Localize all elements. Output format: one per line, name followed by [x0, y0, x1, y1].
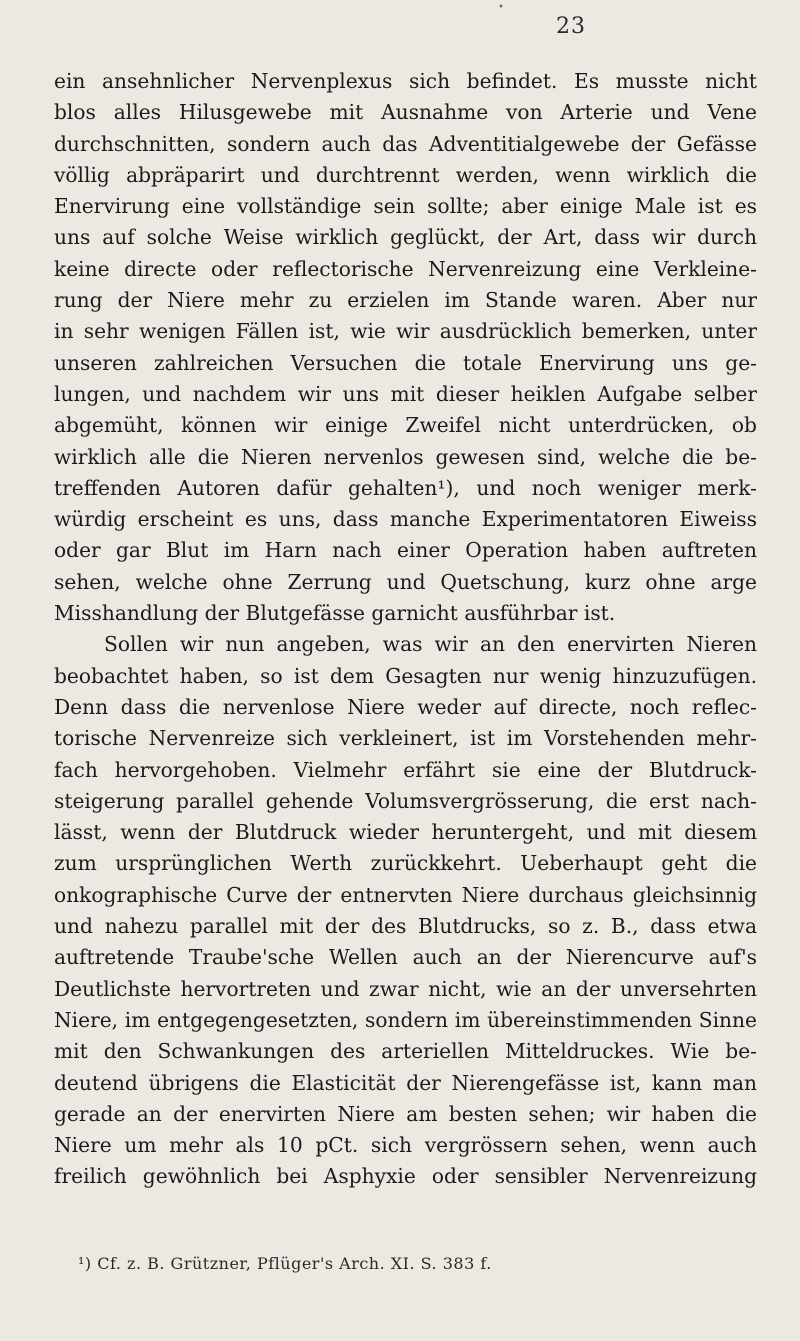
text-line: durchschnitten, sondern auch das Adventitialgewebe der Gefässe	[54, 131, 757, 156]
text-line: oder gar Blut im Harn nach einer Operation haben auftreten	[54, 538, 757, 563]
text-line: beobachtet haben, so ist dem Gesagten nur wenig hinzuzufügen.	[54, 663, 757, 688]
text-line: sehen, welche ohne Zerrung und Quetschung, kurz ohne arge	[54, 569, 757, 594]
text-line: torische Nervenreize sich verkleinert, ist im Vorstehenden mehr-	[54, 726, 757, 751]
text-line: deutend übrigens die Elasticität der Nierengefässe ist, kann man	[54, 1070, 757, 1095]
text-line: Sollen wir nun angeben, was wir an den enervirten Nieren	[104, 632, 757, 657]
text-line: in sehr wenigen Fällen ist, wie wir ausdrücklich bemerken, unter	[54, 319, 757, 344]
text-line: mit den Schwankungen des arteriellen Mitteldruckes. Wie be-	[54, 1039, 757, 1064]
text-line: blos alles Hilusgewebe mit Ausnahme von Arterie und Vene	[54, 100, 757, 125]
text-line: rung der Niere mehr zu erzielen im Stande waren. Aber nur	[54, 288, 757, 313]
text-line: würdig erscheint es uns, dass manche Experimentatoren Eiweiss	[54, 507, 757, 532]
text-line: keine directe oder reflectorische Nervenreizung eine Verkleine-	[54, 256, 757, 281]
text-line: uns auf solche Weise wirklich geglückt, der Art, dass wir durch	[54, 225, 757, 250]
text-line: lässt, wenn der Blutdruck wieder heruntergeht, und mit diesem	[54, 820, 757, 845]
text-line: Niere um mehr als 10 pCt. sich vergrössern sehen, wenn auch	[54, 1133, 757, 1158]
text-line: Misshandlung der Blutgefässe garnicht ausführbar ist.	[54, 601, 616, 626]
text-line: abgemüht, können wir einige Zweifel nicht unterdrücken, ob	[54, 413, 757, 438]
text-line: unseren zahlreichen Versuchen die totale Enervirung uns ge-	[54, 350, 757, 375]
text-line: wirklich alle die Nieren nervenlos gewesen sind, welche die be-	[54, 444, 757, 469]
text-line: auftretende Traube'sche Wellen auch an der Nierencurve auf's	[54, 945, 757, 970]
text-line: fach hervorgehoben. Vielmehr erfährt sie eine der Blutdruck-	[54, 757, 757, 782]
page-number: 23	[556, 14, 586, 39]
text-line: gerade an der enervirten Niere am besten sehen; wir haben die	[54, 1101, 757, 1126]
body-text	[54, 66, 757, 1193]
text-line: Denn dass die nervenlose Niere weder auf directe, noch reflec-	[54, 694, 757, 719]
text-line: onkographische Curve der entnervten Niere durchaus gleichsinnig	[54, 882, 757, 907]
footnote: ¹) Cf. z. B. Grützner, Pflüger's Arch. XI. S. 383 f.	[78, 1254, 492, 1273]
text-line: und nahezu parallel mit der des Blutdrucks, so z. B., dass etwa	[54, 914, 757, 939]
text-line: völlig abpräparirt und durchtrennt werden, wenn wirklich die	[54, 162, 757, 187]
text-line: steigerung parallel gehende Volumsvergrösserung, die erst nach-	[54, 788, 757, 813]
text-line: lungen, und nachdem wir uns mit dieser heiklen Aufgabe selber	[54, 381, 757, 406]
text-line: ein ansehnlicher Nervenplexus sich befindet. Es musste nicht	[54, 69, 757, 93]
print-mark: •	[498, 2, 504, 13]
text-line: Enervirung eine vollständige sein sollte; aber einige Male ist es	[54, 194, 757, 219]
text-line: Niere, im entgegengesetzten, sondern im übereinstimmenden Sinne	[54, 1007, 757, 1032]
text-line: treffenden Autoren dafür gehalten¹), und noch weniger merk-	[54, 475, 757, 500]
text-line: zum ursprünglichen Werth zurückkehrt. Ueberhaupt geht die	[54, 851, 757, 876]
text-line: freilich gewöhnlich bei Asphyxie oder sensibler Nervenreizung	[54, 1164, 757, 1189]
text-line: Deutlichste hervortreten und zwar nicht, wie an der unversehrten	[54, 976, 757, 1001]
